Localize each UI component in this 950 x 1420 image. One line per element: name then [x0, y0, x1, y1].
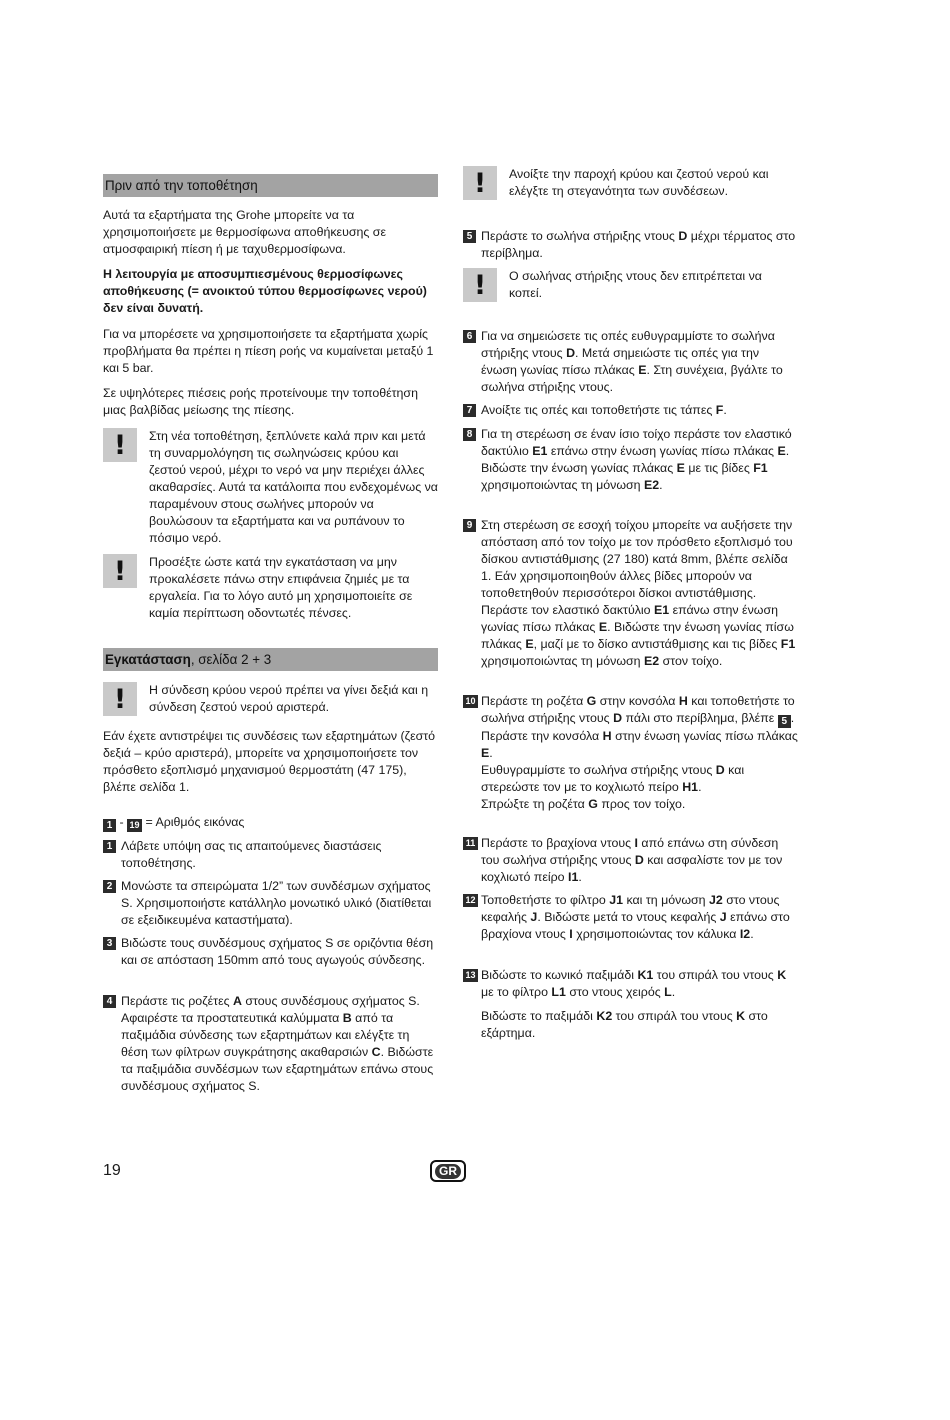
step-1: 1 Λάβετε υπόψη σας τις απαιτούμενες διαστάσεις τοποθέτησης.	[103, 838, 438, 872]
step-6: 6 Για να σημειώσετε τις οπές ευθυγραμμίστε το σωλήνα στήριξης ντους D. Μετά σημειώστε τις οπές για την ένωση γωνίας πίσω πλάκας E. Στη συνέχεια, βγάλτε το σωλήνα στήριξης ντους.	[463, 328, 798, 396]
step-number-badge: 4	[103, 995, 116, 1008]
step-number-badge: 8	[463, 428, 476, 441]
step-5: 5 Περάστε το σωλήνα στήριξης ντους D μέχρι τέρματος στο περίβλημα.	[463, 228, 798, 262]
step-number-badge: 7	[463, 404, 476, 417]
paragraph-not-possible: Η λειτουργία με αποσυμπιεσμένους θερμοσίφωνες αποθήκευσης (= ανοικτού τύπου θερμοσίφωνες νερού) δεν είναι δυνατή.	[103, 267, 427, 315]
step-13: 13 Βιδώστε το κωνικό παξιμάδι K1 του σπιράλ του ντους K με το φίλτρο L1 στο ντους χειρός L. Βιδώστε το παξιμάδι K2 του σπιράλ του ντους K στο εξάρτημα.	[463, 967, 798, 1042]
warning-icon: !	[103, 554, 137, 588]
step-number-badge: 11	[463, 837, 478, 850]
step-3: 3 Βιδώστε τους συνδέσμους σχήματος S σε οριζόντια θέση και σε απόσταση 150mm από τους αγωγούς σύνδεσης.	[103, 935, 438, 969]
figure-ref-badge: 5	[778, 715, 791, 728]
step-9: 9 Στη στερέωση σε εσοχή τοίχου μπορείτε να αυξήσετε την απόσταση από τον τοίχο με τον πρόσθετο εξοπλισμό του δίσκου αντιστάθμισης (27 180) κατά 8mm, βλέπε σελίδα 1. Εάν χρησιμοποιηθούν άλλες βίδες μπορούν να τοποθετηθούν περισσότεροι δίσκοι αντιστάθμισης. Περάστε τον ελαστικό δακτύλιο E1 επάνω στην ένωση γωνίας πίσω πλάκας E. Βιδώστε την ένωση γωνίας πίσω πλάκας E, μαζί με το δίσκο αντιστάθμισης και τις βίδες F1 χρησιμοποιώντας τη μόνωση E2 στον τοίχο.	[463, 517, 798, 670]
paragraph-pressure-reducer: Σε υψηλότερες πιέσεις ροής προτείνουμε την τοποθέτηση μιας βαλβίδας μείωσης της πίεσης.	[103, 386, 418, 417]
step-12: 12 Τοποθετήστε το φίλτρο J1 και τη μόνωση J2 στο ντους κεφαλής J. Βιδώστε μετά το ντους κεφαλής J επάνω στο βραχίονα ντους I χρησιμοποιώντας τον κάλυκα I2.	[463, 892, 798, 943]
step-2: 2 Μονώστε τα σπειρώματα 1/2” των συνδέσμων σχήματος S. Χρησιμοποιήστε κατάλληλο μονωτικό υλικό (διατίθεται σε εξειδικευμένα καταστήματα).	[103, 878, 438, 929]
warning-flush-pipes: ! Στη νέα τοποθέτηση, ξεπλύνετε καλά πριν και μετά τη συναρμολόγηση τις σωληνώσεις κρύου και ζεστού νερού, μέχρι το νερό να μην περιέχει άλλες ακαθαρσίες. Αυτά τα κατάλοιπα που ενδεχομένως να παραμένουν στους σωλήνες μπορούν να βουλώσουν τα εξαρτήματα και να ρυπάνουν το πόσιμο νερό.	[103, 428, 438, 547]
step-8: 8 Για τη στερέωση σε έναν ίσιο τοίχο περάστε τον ελαστικό δακτύλιο E1 επάνω στην ένωση γωνίας πίσω πλάκας E. Βιδώστε την ένωση γωνίας πλάκας E με τις βίδες F1 χρησιμοποιώντας τη μόνωση E2.	[463, 426, 798, 494]
step-number-badge: 10	[463, 695, 478, 708]
section-heading-before-installation: Πριν από την τοποθέτηση	[103, 174, 438, 197]
warning-icon: !	[103, 428, 137, 462]
warning-tools: ! Προσέξτε ώστε κατά την εγκατάσταση να μην προκαλέσετε πάνω στην επιφάνεια ζημιές με τα εργαλεία. Για το λόγο αυτό μη χρησιμοποιείτε σε καμία περίπτωση οδοντωτές πένσες.	[103, 554, 438, 622]
paragraph-compatibility: Αυτά τα εξαρτήματα της Grohe μπορείτε να τα χρησιμοποιήσετε με θερμοσίφωνα αποθήκευσης σε ατμοσφαιρική πίεση ή με ταχυθερμοσίφωνα.	[103, 208, 386, 256]
step-number-badge: 9	[463, 519, 476, 532]
step-number-badge: 13	[463, 969, 478, 982]
page-number: 19	[103, 1162, 121, 1179]
step-number-badge: 12	[463, 894, 478, 907]
warning-check-tightness: ! Ανοίξτε την παροχή κρύου και ζεστού νερού και ελέγξτε τη στεγανότητα των συνδέσεων.	[463, 166, 798, 200]
warning-do-not-cut: ! Ο σωλήνας στήριξης ντους δεν επιτρέπεται να κοπεί.	[463, 268, 798, 302]
country-code-badge: GR	[430, 1160, 466, 1182]
figure-number-legend: 1 - 19 = Αριθμός εικόνας	[103, 814, 438, 832]
paragraph-flow-pressure: Για να μπορέσετε να χρησιμοποιήσετε τα εξαρτήματα χωρίς προβλήματα θα πρέπει η πίεση ροής να κυμαίνεται μεταξύ 1 και 5 bar.	[103, 327, 434, 375]
warning-connections: ! Η σύνδεση κρύου νερού πρέπει να γίνει δεξιά και η σύνδεση ζεστού νερού αριστερά.	[103, 682, 438, 716]
warning-icon: !	[103, 682, 137, 716]
step-number-badge: 6	[463, 330, 476, 343]
warning-icon: !	[463, 166, 497, 200]
step-7: 7 Ανοίξτε τις οπές και τοποθετήστε τις τάπες F.	[463, 402, 798, 419]
warning-icon: !	[463, 268, 497, 302]
step-number-badge: 5	[463, 230, 476, 243]
step-number-badge: 2	[103, 880, 116, 893]
step-4: 4 Περάστε τις ροζέτες A στους συνδέσμους σχήματος S. Αφαιρέστε τα προστατευτικά καλύμματα B από τα παξιμάδια σύνδεσης των εξαρτημάτων και ελέγξτε τη θέση των φίλτρων συγκράτησης ακαθαρσιών C. Βιδώστε τα παξιμάδια συνδέσμων των εξαρτημάτων επάνω στους συνδέσμους σχήματος S.	[103, 993, 438, 1095]
step-10: 10 Περάστε τη ροζέτα G στην κονσόλα H και τοποθετήστε το σωλήνα στήριξης ντους D πάλι στο περίβλημα, βλέπε 5 . Περάστε την κονσόλα H στην ένωση γωνίας πίσω πλάκας E. Ευθυγραμμίστε το σωλήνα στήριξης ντους D και στερεώστε τον με το κοχλιωτό πείρο H1. Σπρώξτε τη ροζέτα G προς τον τοίχο.	[463, 693, 798, 813]
step-number-badge: 3	[103, 937, 116, 950]
step-11: 11 Περάστε το βραχίονα ντους I από επάνω στη σύνδεση του σωλήνα στήριξης ντους D και ασφαλίστε τον με τον κοχλιωτό πείρο I1.	[463, 835, 798, 886]
paragraph-reversed-connections: Εάν έχετε αντιστρέψει τις συνδέσεις των εξαρτημάτων (ζεστό δεξιά – κρύο αριστερά), μπορείτε να χρησιμοποιήσετε τον πρόσθετο εξοπλισμό μηχανισμού θερμοστάτη (47 175), βλέπε σελίδα 1.	[103, 729, 436, 794]
section-heading-installation: Εγκατάσταση, σελίδα 2 + 3	[103, 648, 438, 671]
step-number-badge: 1	[103, 840, 116, 853]
